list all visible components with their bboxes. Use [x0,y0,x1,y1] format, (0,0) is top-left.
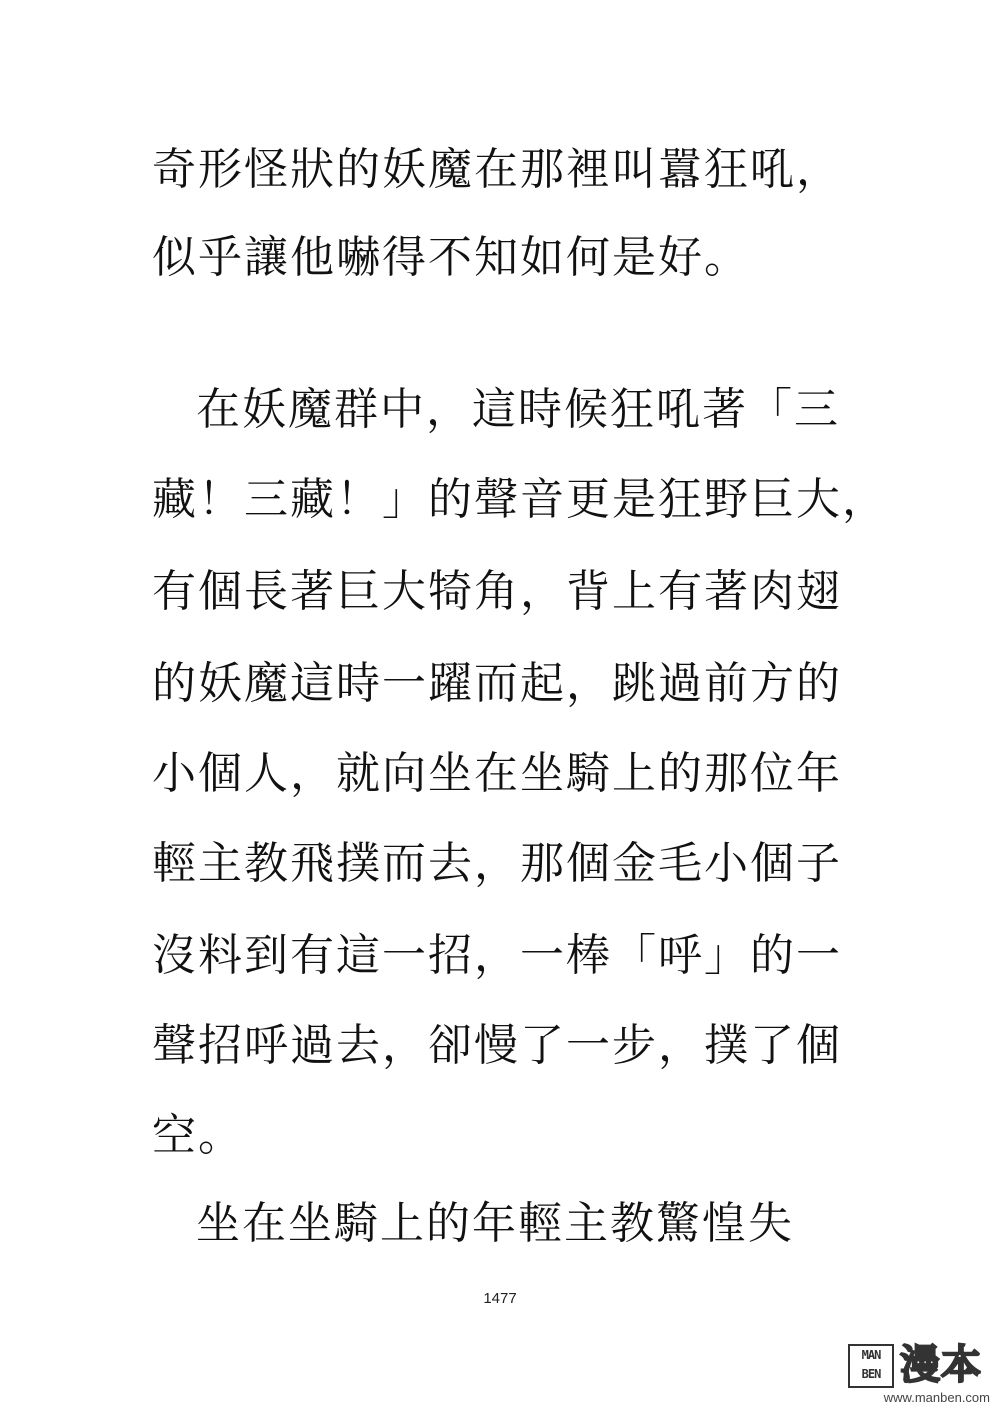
text-line: 輕主教飛撲而去，那個金毛小個子 [152,838,842,889]
watermark-logo-bottom: BEN [861,1367,881,1381]
text-line: 空。 [152,1110,244,1161]
text-line: 似乎讓他嚇得不知如何是好。 [152,232,750,283]
text-line: 有個長著巨大犄角，背上有著肉翅 [152,566,842,617]
text-line: 坐在坐騎上的年輕主教驚惶失 [196,1198,794,1249]
watermark-url: www.manben.com [883,1390,990,1405]
text-line: 的妖魔這時一躍而起，跳過前方的 [152,658,842,709]
watermark-logo-top: MAN [861,1348,881,1362]
watermark-logo [848,1344,894,1388]
watermark-title: 漫本 [900,1342,982,1388]
text-line: 沒料到有這一招，一棒「呼」的一 [152,930,842,981]
text-line: 奇形怪狀的妖魔在那裡叫囂狂吼， [152,144,842,195]
page-number: 1477 [483,1290,517,1307]
text-line: 藏！三藏！」的聲音更是狂野巨大， [152,474,888,525]
site-watermark [848,1344,990,1406]
text-line: 小個人，就向坐在坐騎上的那位年 [152,748,842,799]
text-line: 聲招呼過去，卻慢了一步，撲了個 [152,1020,842,1071]
text-line: 在妖魔群中，這時候狂吼著「三 [196,384,840,435]
